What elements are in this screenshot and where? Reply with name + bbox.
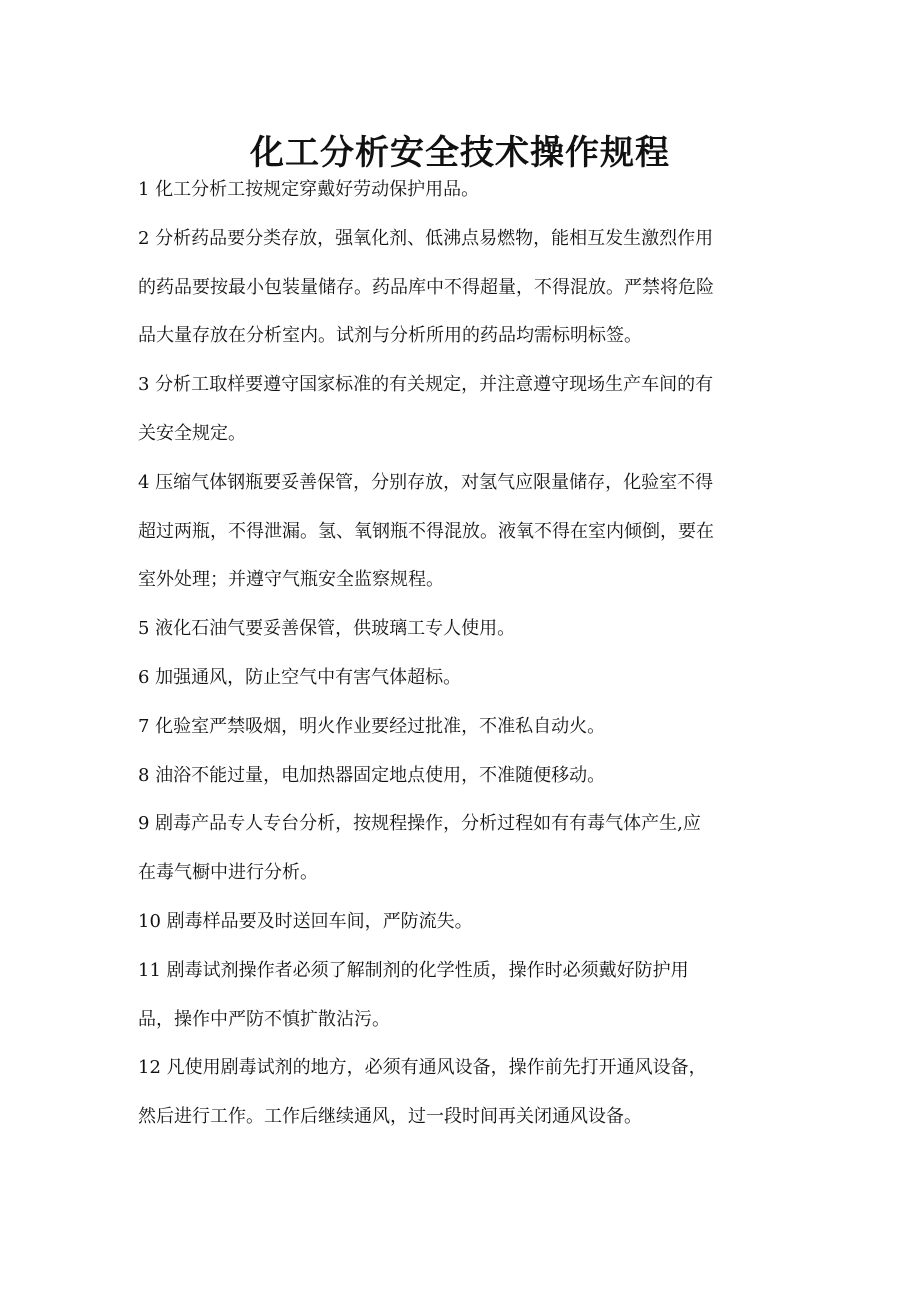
body-line: 3 分析工取样要遵守国家标准的有关规定，并注意遵守现场生产车间的有 xyxy=(138,374,714,396)
body-line: 关安全规定。 xyxy=(138,422,246,444)
body-line: 在毒气橱中进行分析。 xyxy=(138,862,318,884)
document-title: 化工分析安全技术操作规程 xyxy=(250,132,670,173)
body-line: 室外处理；并遵守气瓶安全监察规程。 xyxy=(138,569,444,591)
body-line: 12 凡使用剧毒试剂的地方，必须有通风设备，操作前先打开通风设备， xyxy=(138,1057,707,1079)
body-line: 1 化工分析工按规定穿戴好劳动保护用品。 xyxy=(138,179,480,200)
body-line: 然后进行工作。工作后继续通风，过一段时间再关闭通风设备。 xyxy=(138,1106,642,1128)
body-line: 4 压缩气体钢瓶要妥善保管，分别存放，对氢气应限量储存，化验室不得 xyxy=(138,471,714,493)
body-line: 5 液化石油气要妥善保管，供玻璃工专人使用。 xyxy=(138,618,516,640)
body-line: 品大量存放在分析室内。试剂与分析所用的药品均需标明标签。 xyxy=(138,325,642,347)
body-line: 的药品要按最小包装量储存。药品库中不得超量，不得混放。严禁将危险 xyxy=(138,276,714,298)
body-line: 7 化验室严禁吸烟，明火作业要经过批准，不准私自动火。 xyxy=(138,715,606,737)
document-body xyxy=(138,166,790,1142)
body-line: 2 分析药品要分类存放，强氧化剂、低沸点易燃物，能相互发生激烈作用 xyxy=(138,227,714,249)
body-line: 超过两瓶，不得泄漏。氢、氧钢瓶不得混放。液氧不得在室内倾倒，要在 xyxy=(138,520,714,542)
body-line: 11 剧毒试剂操作者必须了解制剂的化学性质，操作时必须戴好防护用 xyxy=(138,959,689,981)
body-line: 8 油浴不能过量，电加热器固定地点使用，不准随便移动。 xyxy=(138,764,606,786)
body-line: 9 剧毒产品专人专台分析，按规程操作，分析过程如有有毒气体产生,应 xyxy=(138,813,701,835)
body-line: 6 加强通风，防止空气中有害气体超标。 xyxy=(138,666,462,688)
body-line: 品，操作中严防不慎扩散沾污。 xyxy=(138,1008,390,1030)
body-line: 10 剧毒样品要及时送回车间，严防流失。 xyxy=(138,910,473,932)
